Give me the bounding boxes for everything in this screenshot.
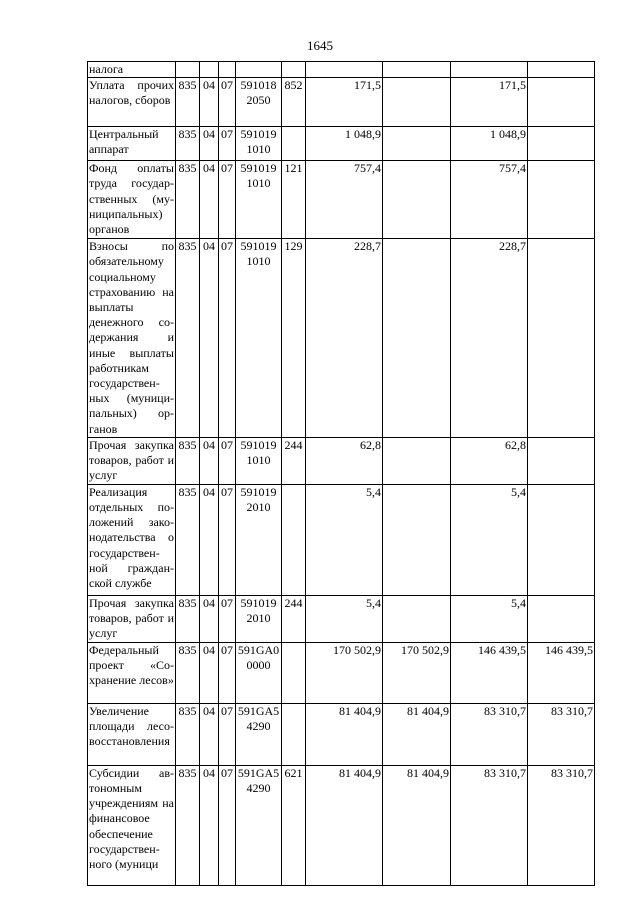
- expense-type-cell: [282, 127, 306, 161]
- section-code-cell: 04: [200, 78, 219, 127]
- amount-cell-2: [383, 484, 451, 595]
- ministry-code-cell: 835: [176, 595, 200, 642]
- amount-cell-3: 757,4: [451, 161, 528, 239]
- expense-type-cell: [282, 642, 306, 703]
- table-row: [88, 239, 595, 438]
- target-article-line-2: 2010: [246, 611, 271, 626]
- target-article-line-2: 4290: [246, 719, 271, 734]
- target-article-line-1: 591GA0: [237, 642, 280, 657]
- target-article-line-1: 591019: [240, 127, 277, 142]
- table-row: [88, 161, 595, 239]
- section-code-cell: 04: [200, 437, 219, 484]
- row-name-cell: Уплата прочих налогов, сборов: [88, 78, 176, 127]
- target-article-cell: [236, 765, 282, 885]
- amount-cell-3: [451, 62, 528, 78]
- amount-cell-1: 171,5: [306, 78, 383, 127]
- target-article-cell: [236, 437, 282, 484]
- amount-cell-4: [528, 62, 595, 78]
- section-code-cell: 04: [200, 765, 219, 885]
- subsection-code-cell: 07: [219, 703, 236, 765]
- amount-cell-4: [528, 78, 595, 127]
- row-name-cell: Взносы по обязательному социальному страхованию на выплаты денежного содержания и иные выплаты работникам государственных (муниципальных) органов: [89, 239, 174, 436]
- section-code-cell: 04: [200, 239, 219, 438]
- amount-cell-4: 146 439,5: [528, 642, 595, 703]
- amount-cell-2: [383, 62, 451, 78]
- target-article-line-2: 1010: [246, 254, 271, 269]
- table-row: [88, 703, 595, 765]
- target-article-line-1: 591019: [240, 161, 277, 176]
- ministry-code-cell: 835: [176, 765, 200, 885]
- subsection-code-cell: 07: [219, 765, 236, 885]
- table-row: [88, 127, 595, 161]
- target-article-cell: [236, 161, 282, 239]
- amount-cell-2: [383, 595, 451, 642]
- target-article-line-2: 1010: [246, 453, 271, 468]
- expense-type-cell: 244: [282, 595, 306, 642]
- subsection-code-cell: [219, 62, 236, 78]
- section-code-cell: 04: [200, 127, 219, 161]
- section-code-cell: 04: [200, 161, 219, 239]
- row-name-cell: Увеличение площади лесовосстановления: [88, 703, 176, 765]
- amount-cell-4: 83 310,7: [528, 703, 595, 765]
- amount-cell-3: 171,5: [451, 78, 528, 127]
- table-row: [88, 437, 595, 484]
- section-code-cell: [200, 62, 219, 78]
- target-article-line-1: 591019: [240, 484, 277, 499]
- amount-cell-2: [383, 127, 451, 161]
- table-row: [88, 595, 595, 642]
- target-article-cell: [236, 127, 282, 161]
- target-article-line-1: 591019: [240, 595, 277, 610]
- amount-cell-2: [383, 78, 451, 127]
- section-code-cell: 04: [200, 484, 219, 595]
- section-code-cell: 04: [200, 703, 219, 765]
- amount-cell-2: 81 404,9: [383, 703, 451, 765]
- subsection-code-cell: 07: [219, 595, 236, 642]
- amount-cell-1: 170 502,9: [306, 642, 383, 703]
- expense-type-cell: [282, 484, 306, 595]
- subsection-code-cell: 07: [219, 642, 236, 703]
- amount-cell-1: 1 048,9: [306, 127, 383, 161]
- amount-cell-4: 83 310,7: [528, 765, 595, 885]
- amount-cell-3: 62,8: [451, 437, 528, 484]
- table-row: [88, 484, 595, 595]
- amount-cell-1: 62,8: [306, 437, 383, 484]
- amount-cell-3: 5,4: [451, 595, 528, 642]
- subsection-code-cell: 07: [219, 437, 236, 484]
- amount-cell-4: [528, 484, 595, 595]
- expense-type-cell: [282, 703, 306, 765]
- target-article-cell: [236, 239, 282, 438]
- row-name-cell: Прочая закупка товаров, работ и услуг: [88, 595, 176, 642]
- table-row: [88, 62, 595, 78]
- target-article-line-1: 591019: [240, 437, 277, 452]
- table-row: [88, 78, 595, 127]
- target-article-cell: [236, 703, 282, 765]
- target-article-cell: [236, 595, 282, 642]
- subsection-code-cell: 07: [219, 239, 236, 438]
- amount-cell-1: 757,4: [306, 161, 383, 239]
- target-article-line-2: 4290: [246, 781, 271, 796]
- target-article-line-2: 2050: [246, 93, 271, 108]
- subsection-code-cell: 07: [219, 127, 236, 161]
- target-article-line-1: 591GA5: [237, 765, 280, 780]
- amount-cell-3: 1 048,9: [451, 127, 528, 161]
- row-name-cell: налога: [88, 62, 176, 78]
- row-name-cell: Центральный аппарат: [88, 127, 176, 161]
- section-code-cell: 04: [200, 642, 219, 703]
- amount-cell-1: 81 404,9: [306, 703, 383, 765]
- ministry-code-cell: 835: [176, 78, 200, 127]
- target-article-line-1: 591019: [240, 239, 277, 254]
- target-article-line-1: 591018: [240, 78, 277, 93]
- amount-cell-3: 5,4: [451, 484, 528, 595]
- expense-type-cell: [282, 62, 306, 78]
- amount-cell-2: [383, 161, 451, 239]
- amount-cell-4: [528, 161, 595, 239]
- table-row: [88, 642, 595, 703]
- row-name-cell: Реализация отдельных положений законодательства о государственной гражданской службе: [88, 484, 176, 595]
- table-row: [88, 765, 595, 885]
- expense-type-cell: 129: [282, 239, 306, 438]
- target-article-line-2: 1010: [246, 176, 271, 191]
- amount-cell-3: 83 310,7: [451, 703, 528, 765]
- expense-type-cell: 621: [282, 765, 306, 885]
- target-article-cell: [236, 62, 282, 78]
- amount-cell-4: [528, 239, 595, 438]
- ministry-code-cell: [176, 62, 200, 78]
- amount-cell-4: [528, 595, 595, 642]
- target-article-cell: [236, 78, 282, 127]
- subsection-code-cell: 07: [219, 484, 236, 595]
- target-article-line-1: 591GA5: [237, 703, 280, 718]
- ministry-code-cell: 835: [176, 437, 200, 484]
- ministry-code-cell: 835: [176, 161, 200, 239]
- amount-cell-1: 81 404,9: [306, 765, 383, 885]
- subsection-code-cell: 07: [219, 161, 236, 239]
- row-name-cell: Фонд оплаты труда государственных (муниципальных) органов: [88, 161, 176, 239]
- amount-cell-2: 170 502,9: [383, 642, 451, 703]
- amount-cell-1: 228,7: [306, 239, 383, 438]
- amount-cell-1: 5,4: [306, 595, 383, 642]
- target-article-line-2: 2010: [246, 500, 271, 515]
- section-code-cell: 04: [200, 595, 219, 642]
- ministry-code-cell: 835: [176, 484, 200, 595]
- target-article-cell: [236, 484, 282, 595]
- subsection-code-cell: 07: [219, 78, 236, 127]
- ministry-code-cell: 835: [176, 127, 200, 161]
- amount-cell-4: [528, 127, 595, 161]
- budget-table: [87, 61, 595, 886]
- amount-cell-2: 81 404,9: [383, 765, 451, 885]
- row-name-cell: Федеральный проект «Сохранение лесов»: [88, 642, 176, 703]
- amount-cell-1: 5,4: [306, 484, 383, 595]
- amount-cell-3: 83 310,7: [451, 765, 528, 885]
- target-article-cell: [236, 642, 282, 703]
- ministry-code-cell: 835: [176, 239, 200, 438]
- row-name-cell: Субсидии автономным учреждениям на финансовое обеспечение государственного (муници: [88, 765, 176, 885]
- target-article-line-2: 0000: [246, 658, 271, 673]
- amount-cell-3: 228,7: [451, 239, 528, 438]
- expense-type-cell: 852: [282, 78, 306, 127]
- amount-cell-2: [383, 437, 451, 484]
- ministry-code-cell: 835: [176, 703, 200, 765]
- target-article-line-2: 1010: [246, 142, 271, 157]
- amount-cell-1: [306, 62, 383, 78]
- expense-type-cell: 244: [282, 437, 306, 484]
- ministry-code-cell: 835: [176, 642, 200, 703]
- amount-cell-3: 146 439,5: [451, 642, 528, 703]
- amount-cell-2: [383, 239, 451, 438]
- page-number: 1645: [307, 38, 333, 53]
- row-name-cell: Прочая закупка товаров, работ и услуг: [88, 437, 176, 484]
- amount-cell-4: [528, 437, 595, 484]
- expense-type-cell: 121: [282, 161, 306, 239]
